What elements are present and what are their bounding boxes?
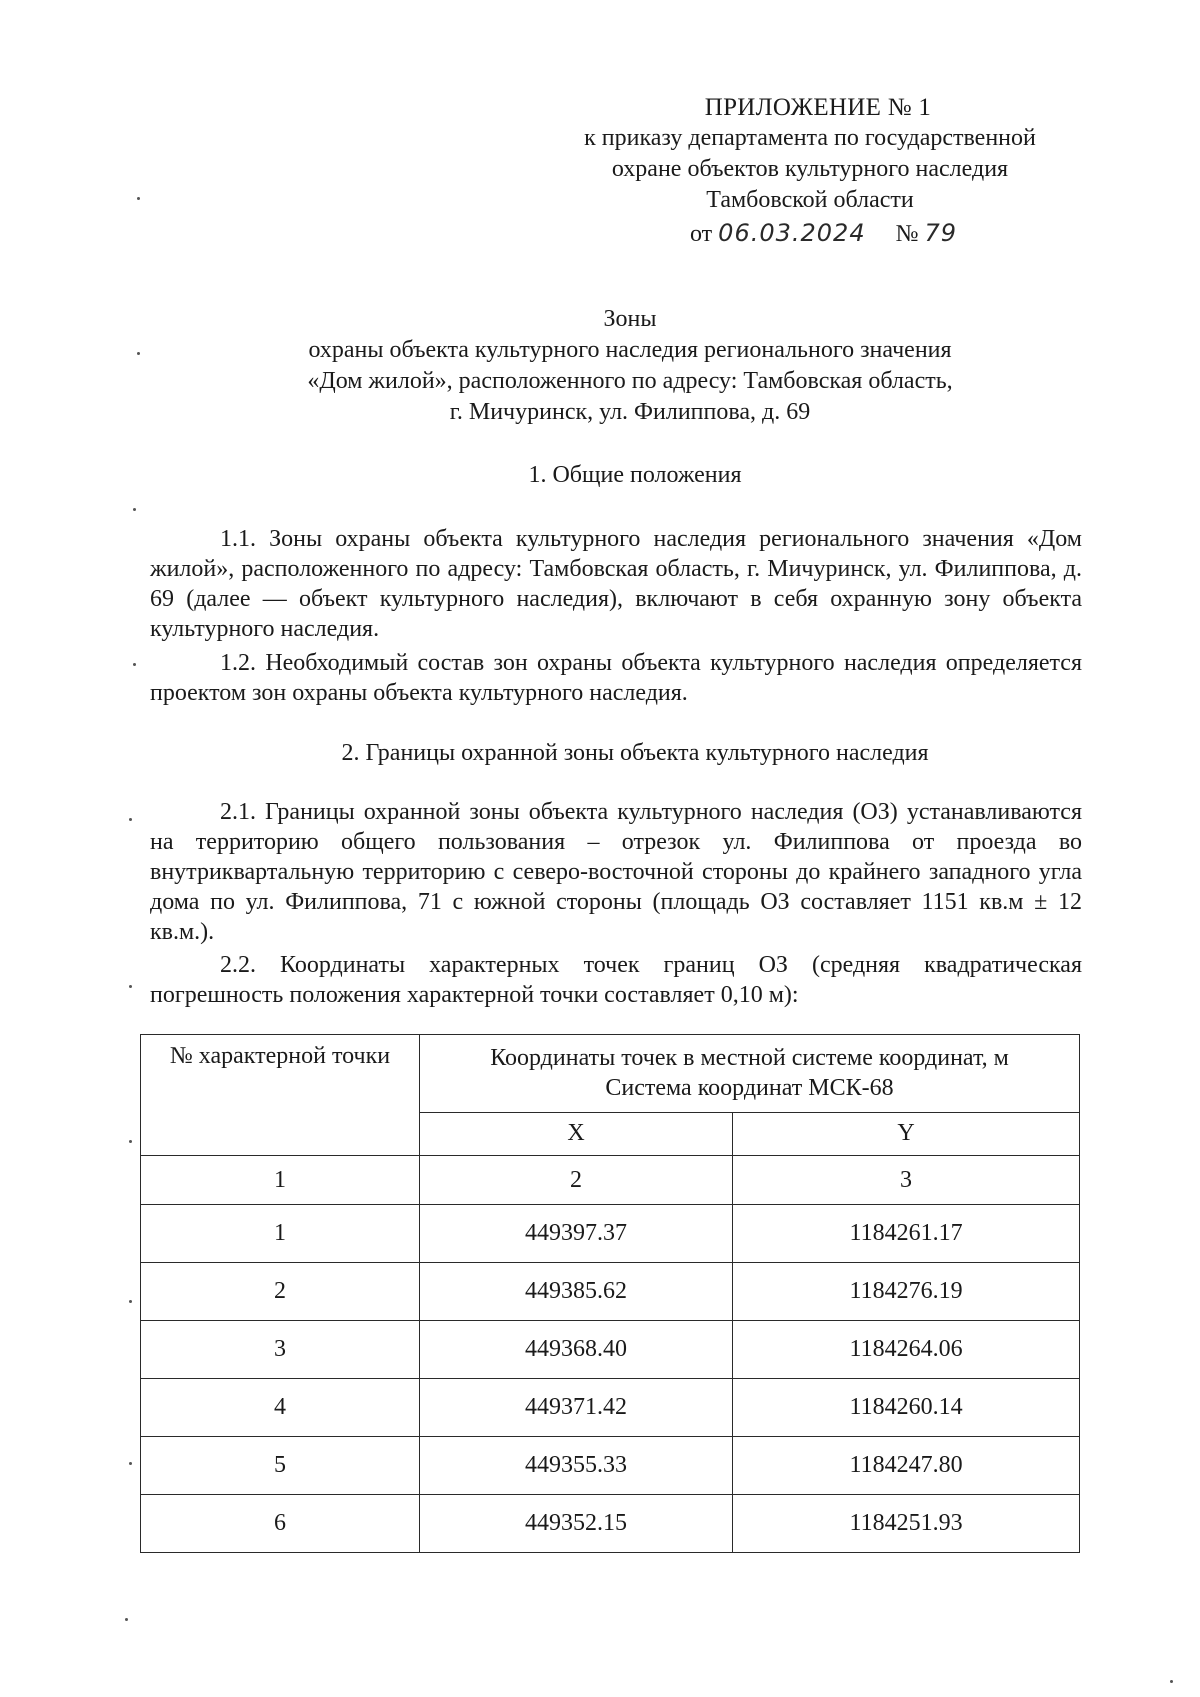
y-coordinate: 1184264.06	[733, 1321, 1080, 1379]
appendix-line-2: охране объектов культурного наследия	[611, 156, 1009, 182]
section-2-heading: 2. Границы охранной зоны объекта культурного наследия	[341, 740, 929, 766]
handwritten-number: 79	[924, 219, 958, 247]
table-row	[141, 1379, 1080, 1437]
x-coordinate: 449352.15	[420, 1495, 733, 1553]
scan-speck	[133, 508, 136, 511]
title-line-4: г. Мичуринск, ул. Филиппова, д. 69	[449, 399, 811, 425]
column-number: 2	[420, 1156, 733, 1205]
paragraph-2-2: 2.2. Координаты характерных точек границ ОЗ (средняя квадратическая погрешность положения характерной точки составляет 0,10 м):	[150, 952, 1082, 1008]
scan-speck	[129, 1462, 132, 1465]
header-coordinates	[420, 1035, 1080, 1113]
coordinates-table	[140, 1034, 1080, 1553]
document-title	[200, 304, 1060, 428]
table-row	[141, 1495, 1080, 1553]
point-number: 2	[141, 1263, 420, 1321]
scan-speck	[137, 197, 140, 200]
paragraph-2-1: 2.1. Границы охранной зоны объекта культурного наследия (ОЗ) устанавливаются на территорию общего пользования – отрезок ул. Филиппова от проезда во внутриквартальную территорию с северо-восточной стороны до крайнего западного угла дома по ул. Филиппова, 71 с южной стороны (площадь ОЗ составляет 1151 кв.м ± 12 кв.м.).	[150, 799, 1082, 945]
scan-speck	[129, 1300, 132, 1303]
header-x: X	[420, 1112, 733, 1155]
table-row	[141, 1437, 1080, 1495]
y-coordinate: 1184260.14	[733, 1379, 1080, 1437]
appendix-line-1: к приказу департамента по государственной	[584, 125, 1036, 151]
x-coordinate: 449368.40	[420, 1321, 733, 1379]
title-line-3: «Дом жилой», расположенного по адресу: Тамбовская область,	[307, 368, 953, 394]
column-numbering-row	[141, 1156, 1080, 1205]
header-y: Y	[733, 1112, 1080, 1155]
point-number: 5	[141, 1437, 420, 1495]
point-number: 1	[141, 1205, 420, 1263]
number-prefix: №	[895, 221, 919, 247]
scan-speck	[125, 1618, 128, 1621]
column-number: 1	[141, 1156, 420, 1205]
scan-speck	[129, 985, 132, 988]
title-line-2: охраны объекта культурного наследия регионального значения	[308, 337, 952, 363]
scan-speck	[1170, 1680, 1173, 1683]
table-row	[141, 1321, 1080, 1379]
scan-speck	[137, 352, 140, 355]
appendix-title: ПРИЛОЖЕНИЕ № 1	[704, 94, 932, 121]
title-line-1: Зоны	[603, 306, 657, 332]
x-coordinate: 449397.37	[420, 1205, 733, 1263]
y-coordinate: 1184247.80	[733, 1437, 1080, 1495]
point-number: 6	[141, 1495, 420, 1553]
paragraph-1-2: 1.2. Необходимый состав зон охраны объекта культурного наследия определяется проектом зон охраны объекта культурного наследия.	[150, 650, 1082, 706]
x-coordinate: 449355.33	[420, 1437, 733, 1495]
handwritten-date: 06.03.2024	[718, 219, 866, 247]
appendix-header	[540, 92, 1080, 250]
y-coordinate: 1184276.19	[733, 1263, 1080, 1321]
scan-speck	[129, 818, 132, 821]
paragraph-1-1: 1.1. Зоны охраны объекта культурного наследия регионального значения «Дом жилой», расположенного по адресу: Тамбовская область, г. Мичуринск, ул. Филиппова, д. 69 (далее — объект культурного наследия), включают в себя охранную зону объекта культурного наследия.	[150, 526, 1082, 642]
appendix-line-3: Тамбовской области	[706, 187, 914, 213]
scan-speck	[129, 1140, 132, 1143]
point-number: 3	[141, 1321, 420, 1379]
date-prefix: от	[690, 221, 713, 247]
scan-speck	[133, 663, 136, 666]
table-row	[141, 1263, 1080, 1321]
section-1-heading: 1. Общие положения	[528, 462, 742, 488]
y-coordinate: 1184251.93	[733, 1495, 1080, 1553]
y-coordinate: 1184261.17	[733, 1205, 1080, 1263]
header-coordinates-line-2: Система координат МСК-68	[605, 1075, 894, 1102]
header-point-number: № характерной точки	[141, 1035, 420, 1156]
x-coordinate: 449385.62	[420, 1263, 733, 1321]
header-coordinates-line-1: Координаты точек в местной системе координат, м	[490, 1045, 1009, 1072]
x-coordinate: 449371.42	[420, 1379, 733, 1437]
table-row	[141, 1205, 1080, 1263]
column-number: 3	[733, 1156, 1080, 1205]
appendix-date-line	[540, 218, 1080, 250]
point-number: 4	[141, 1379, 420, 1437]
